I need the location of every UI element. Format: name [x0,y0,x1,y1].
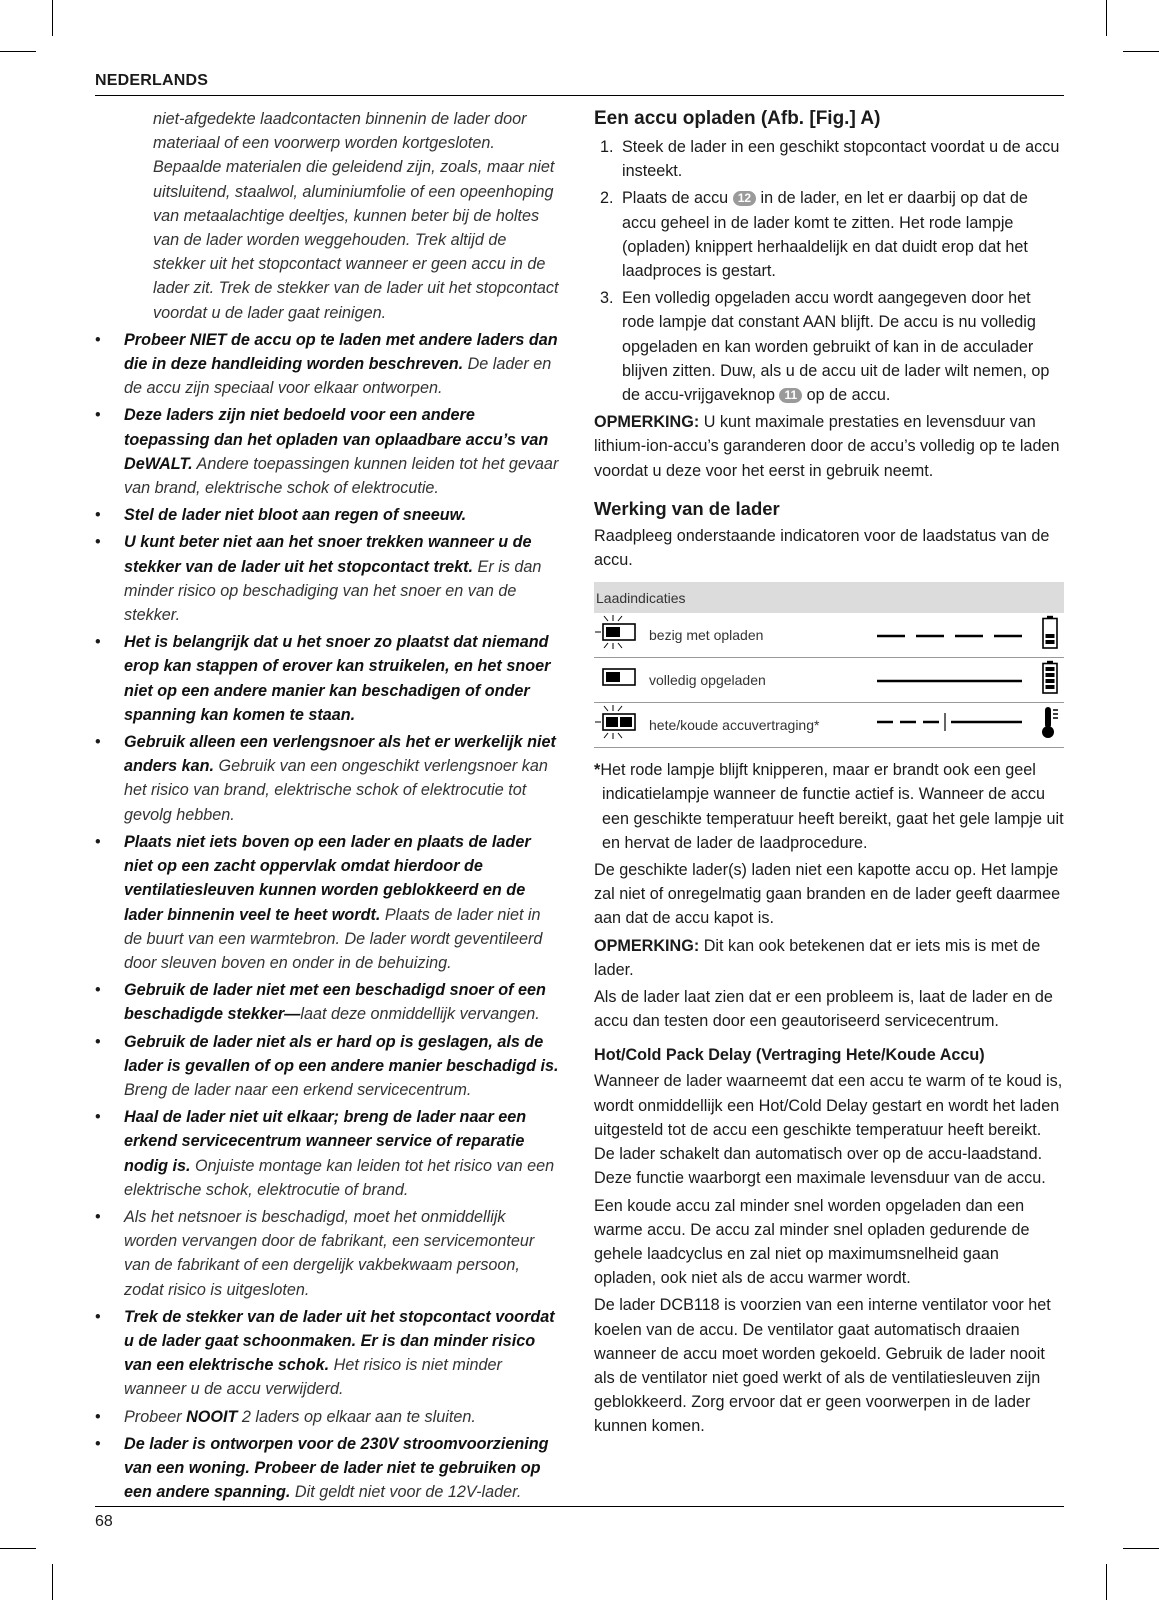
bullet-mark: • [95,330,101,349]
footnote-star: * [594,761,601,780]
table-row [594,613,1064,658]
list-item [95,730,563,827]
step-number: 3. [600,289,614,308]
indicator-footnote [594,758,1064,855]
bullet-text: laat deze onmiddellijk vervangen. [300,1005,540,1024]
crop-mark [52,1564,53,1600]
thermometer-icon [1036,703,1064,748]
bullet-mark: • [95,1207,101,1226]
section-title-charger-operation: Werking van de lader [594,497,780,519]
bullet-text: Plaats de lader niet in de buurt van een warmtebron. De lader wordt geventileerd door sleuven boven en onder in de behuizing. [124,905,543,972]
list-item [95,630,563,727]
list-item [95,830,563,975]
step-text: Een volledig opgeladen accu wordt aangegeven door het rode lampje dat constant AAN blijft. De accu is nu volledig opgeladen en kan worden gebruikt of kan in de acculader blijven zitten. Duw, als u de accu uit de lader wilt nemen, op de accu-vrijgaveknop [622,289,1050,405]
bullet-text: Gebruik van een ongeschikt verlengsnoer kan het risico van brand, elektrische schok of elektrocutie tot gevolg hebben. [124,757,548,824]
paragraph: De geschikte lader(s) laden niet een kapotte accu op. Het lampje zal niet of onregelmatig gaan branden en de lader geeft daarmee aan dat de accu kapot is. [594,861,1061,928]
crop-mark [1106,1564,1107,1600]
part-number-badge: 11 [779,388,802,403]
bullet-emphasis: Haal de lader niet uit elkaar; breng de lader naar een erkend servicecentrum wanneer service of reparatie nodig is. [124,1108,527,1175]
step-text: op de accu. [802,386,891,405]
step-number: 1. [600,138,614,156]
bullet-text: Breng de lader naar een erkend servicecentrum. [124,1080,472,1099]
charger-blinking-icon [594,613,648,658]
list-item [95,978,563,1026]
list-item [594,286,1064,407]
indicator-label: volledig opgeladen [648,658,874,703]
bullet-emphasis: Het is belangrijk dat u het snoer zo plaatst dat niemand erop kan stappen of erover kan struikelen, en het snoer niet op een andere manier kan beschadigen of onder spanning kan komen te staan. [124,633,551,724]
crop-mark [1106,0,1107,36]
table-row [594,703,1064,748]
bullet-emphasis: De lader is ontworpen voor de 230V stroomvoorziening van een woning. Probeer de lader niet te gebruiken op een andere spanning. [124,1434,549,1502]
step-number: 2. [600,189,614,208]
blinking-pattern-icon [874,613,1036,658]
crop-mark [1123,51,1159,52]
table-header: Laadindicaties [594,582,1064,613]
bullet-mark: • [95,1032,101,1051]
charge-indicator-table [594,582,1064,748]
crop-mark [0,1548,36,1549]
bullet-mark: • [95,1434,101,1453]
bullet-emphasis: U kunt beter niet aan het snoer trekken wanneer u de stekker van de lader uit het stopcontact trekt. [124,533,532,576]
list-item [95,1405,563,1429]
note-text: U kunt maximale prestaties en levensduur van lithium-ion-accu’s garanderen door de accu’s volledig op te laden voordat u deze voor het eerst in gebruik neemt. [594,413,1060,480]
bullet-bold-inline: NOOIT [186,1407,238,1426]
delay-pattern-icon [874,703,1036,748]
indicator-label: bezig met opladen [648,613,874,658]
safety-bullet-list [95,328,563,1505]
charger-delay-icon [594,703,648,748]
bullet-emphasis: Gebruik de lader niet als er hard op is geslagen, als de lader is gevallen of op een andere manier beschadigd is. [124,1032,559,1075]
list-item [95,1105,563,1202]
bullet-text-before: Probeer [124,1407,187,1426]
bullet-mark: • [95,533,101,552]
crop-mark [52,0,53,36]
note-text: Dit kan ook betekenen dat er iets mis is met de lader. [594,936,1041,979]
section-intro: Raadpleeg onderstaande indicatoren voor de laadstatus van de accu. [594,526,1050,570]
list-item [594,186,1064,283]
intro-continuation: niet-afgedekte laadcontacten binnenin de lader door materiaal of een voorwerp worden kortgesloten. Bepaalde materialen die geleidend zijn, zoals, maar niet uitsluitend, staalwol, aluminiumfolie of een opeenhoping van metaalachtige deeltjes, kunnen beter bij de holtes van de lader worden weggehouden. Trek altijd de stekker uit het stopcontact wanneer er geen accu in de lader zit. Trek de stekker van de lader uit het stopcontact voordat u de lader gaat reinigen. [153,110,559,322]
section-title-hot-cold-delay: Hot/Cold Pack Delay (Vertraging Hete/Koude Accu) [594,1046,985,1065]
paragraph: Wanneer de lader waarneemt dat een accu te warm of te koud is, wordt onmiddellijk een Hot/Cold Delay gestart en wordt het laden uitgesteld tot de accu een geschikte temperatuur heeft bereikt. De lader schakelt dan automatisch over op de accu-laadstand. Deze functie waarborgt een maximale levensduur van de accu. [594,1072,1063,1188]
footer-rule [95,1506,1064,1507]
list-item [95,1432,563,1505]
note-label: OPMERKING: [594,936,700,955]
bullet-emphasis: Gebruik alleen een verlengsnoer als het er werkelijk niet anders kan. [124,733,556,776]
paragraph: Een koude accu zal minder snel worden opgeladen dan een warme accu. De accu zal minder snel opladen gedurende de gehele laadcyclus en zal niet op maximumsnelheid gaan opladen, ook niet als de accu warmer wordt. [594,1196,1030,1288]
bullet-mark: • [95,1407,101,1426]
table-row [594,658,1064,703]
bullet-text [124,1408,476,1426]
part-number-badge: 12 [733,191,756,206]
step-text: Plaats de accu [622,189,733,208]
list-item [594,135,1064,183]
bullet-mark: • [95,1108,101,1127]
crop-mark [0,51,36,52]
section-title-charging: Een accu opladen (Afb. [Fig.] A) [594,108,881,129]
bullet-emphasis: Gebruik de lader niet met een beschadigd snoer of een beschadigde stekker— [124,981,546,1024]
list-item [95,1030,563,1103]
note-paragraph [594,410,1064,483]
bullet-mark: • [95,1307,101,1326]
bullet-text: Er is dan minder risico op beschadiging van het snoer en van de stekker. [124,557,542,625]
list-item [95,503,563,527]
bullet-text: De lader en de accu zijn speciaal voor elkaar ontworpen. [124,355,552,398]
charger-solid-icon [594,658,648,703]
crop-mark [1123,1548,1159,1549]
paragraph: Als de lader laat zien dat er een probleem is, laat de lader en de accu dan testen door een geautoriseerd servicecentrum. [594,988,1053,1031]
bullet-mark: • [95,506,101,525]
list-item [95,530,563,627]
list-item [95,1305,563,1402]
bullet-emphasis: Trek de stekker van de lader uit het stopcontact voordat u de lader gaat schoonmaken. Er is dan minder risico van een elektrische schok. [124,1307,555,1375]
bullet-text: Dit geldt niet voor de 12V-lader. [290,1483,522,1502]
paragraph: De lader DCB118 is voorzien van een interne ventilator voor het koelen van de accu. De ventilator gaat automatisch draaien wanneer de accu moet worden gekoeld. Gebruik de lader nooit als de ventilator niet goed werkt of als de ventilatiesleuven zijn geblokkeerd. Zorg ervoor dat er geen voorwerpen in de lader kunnen komen. [594,1296,1051,1436]
bullet-mark: • [95,633,101,652]
step-text: Steek de lader in een geschikt stopcontact voordat u de accu insteekt. [622,138,1060,181]
page-number: 68 [95,1513,113,1530]
bullet-text-after: 2 laders op elkaar aan te sluiten. [237,1407,476,1426]
page-language-header: NEDERLANDS [95,72,209,89]
bullet-emphasis: Stel de lader niet bloot aan regen of sneeuw. [124,506,467,525]
bullet-emphasis: Plaats niet iets boven op een lader en plaats de lader niet op een zacht oppervlak omdat hierdoor de ventilatiesleuven kunnen worden geblokkeerd en de lader binnenin veel te heet wordt. [124,832,531,924]
bullet-text: Andere toepassingen kunnen leiden tot het gevaar van brand, elektrische schok of elektrocutie. [124,454,559,498]
list-item [95,403,563,500]
battery-charging-icon [1036,613,1064,658]
left-column [95,107,563,1504]
header-rule [95,95,1064,96]
step-text: in de lader, en let er daarbij op dat de accu geheel in de lader komt te zitten. Het rode lampje (opladen) knippert herhaaldelijk en dat duidt erop dat het laadproces is gestart. [622,189,1028,281]
bullet-mark: • [95,733,101,752]
battery-full-icon [1036,658,1064,703]
solid-pattern-icon [874,658,1036,703]
right-column [594,107,1064,1439]
list-item [95,1205,563,1302]
bullet-emphasis: Probeer NIET de accu op te laden met andere laders dan die in deze handleiding worden beschreven. [124,330,558,374]
bullet-text: Het risico is niet minder wanneer u de accu verwijderd. [124,1356,502,1399]
note-label: OPMERKING: [594,413,700,432]
bullet-text: Als het netsnoer is beschadigd, moet het onmiddellijk worden vervangen door de fabrikant, een servicemonteur van de fabrikant of een dergelijk vakbekwaam persoon, zodat risico is uitgesloten. [124,1207,535,1299]
indicator-label: hete/koude accuvertraging* [648,703,874,748]
bullet-emphasis: Deze laders zijn niet bedoeld voor een andere toepassing dan het opladen van oplaadbare accu’s van DeWALT. [124,406,549,473]
bullet-text: Onjuiste montage kan leiden tot het risico van een elektrische schok, elektrocutie of brand. [124,1156,555,1199]
bullet-mark: • [95,981,101,1000]
footnote-text: Het rode lampje blijft knipperen, maar er brandt ook een geel indicatielampje wanneer de functie actief is. Wanneer de accu een geschikte temperatuur heeft bereikt, gaat het gele lampje uit en hervat de lader de laadprocedure. [600,761,1064,852]
note-paragraph [594,934,1064,982]
list-item [95,328,563,401]
bullet-mark: • [95,832,101,851]
bullet-mark: • [95,406,101,425]
